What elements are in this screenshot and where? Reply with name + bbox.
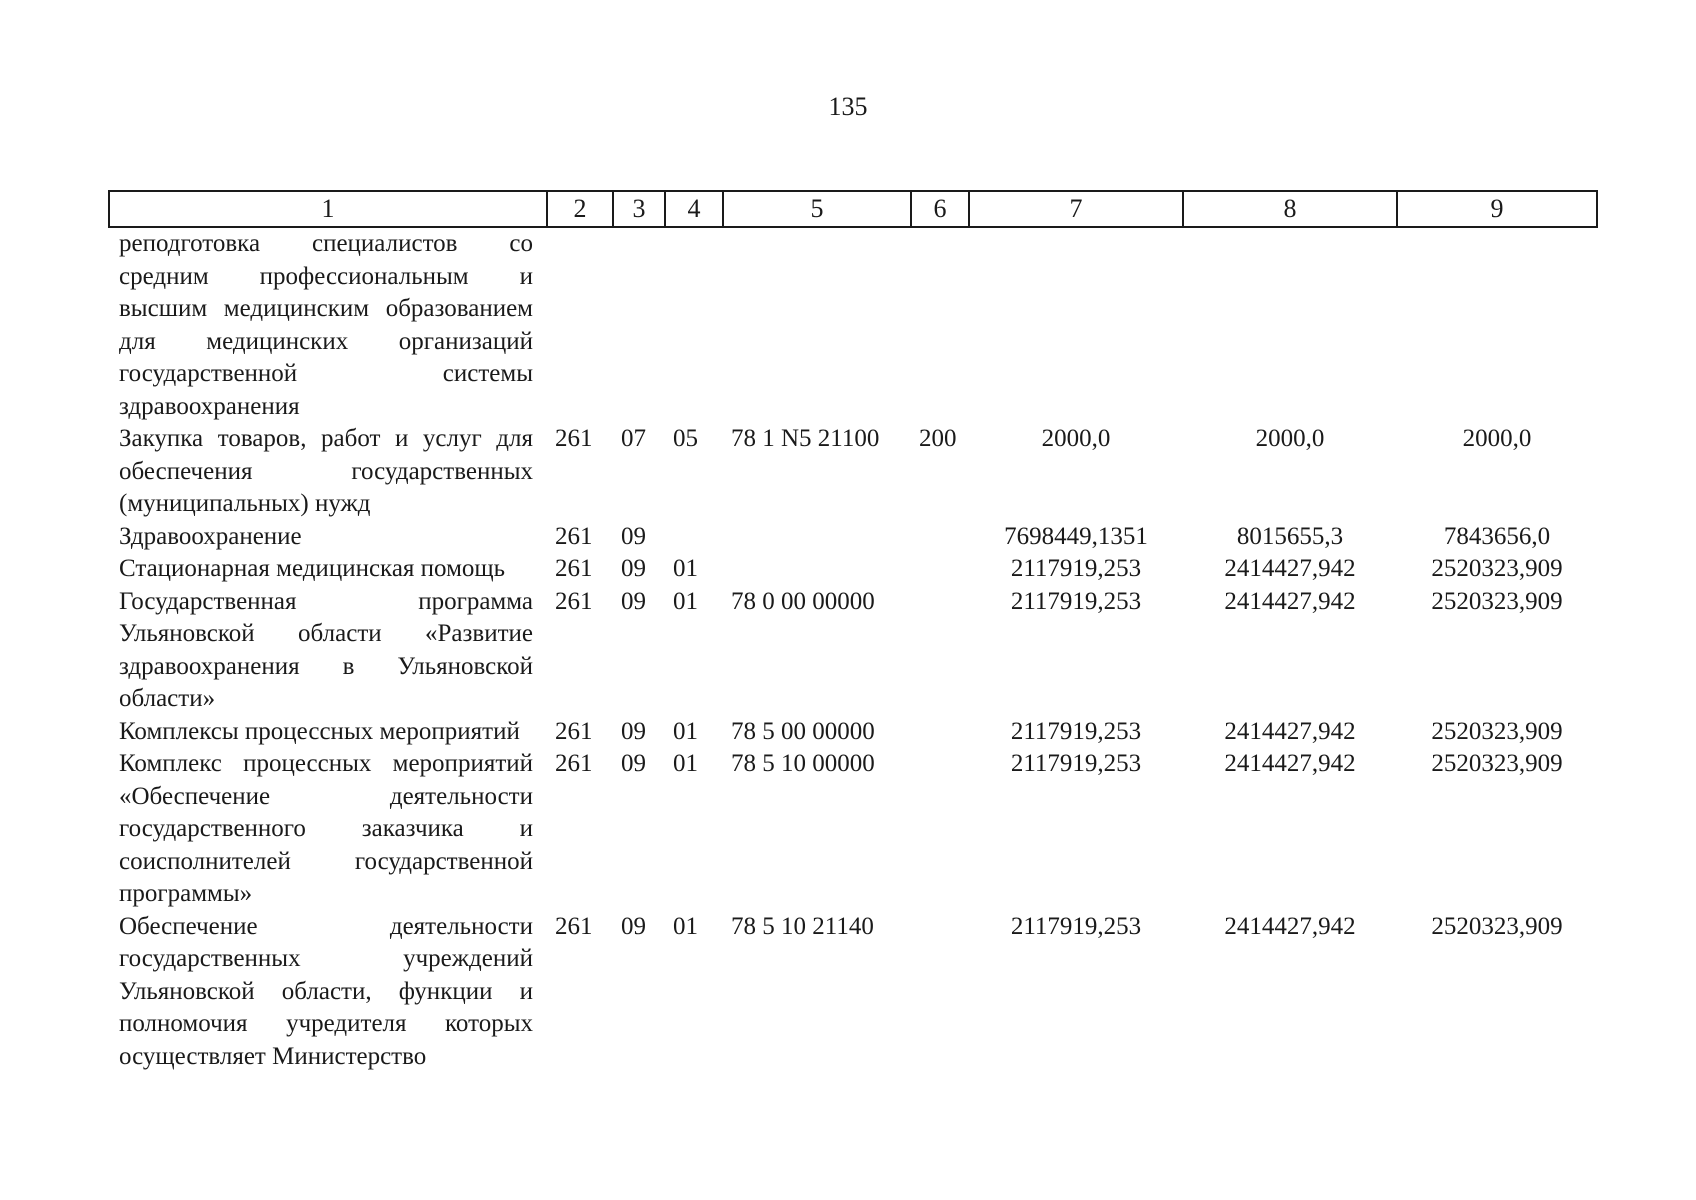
row-code-2: 261: [555, 717, 593, 745]
row-value-9: 7843656,0: [1443, 522, 1551, 550]
header-col-2: 2: [547, 191, 613, 227]
row-code-2: 261: [555, 555, 593, 582]
row-value-7: 2000,0: [1041, 425, 1111, 452]
row-code-6: [911, 911, 969, 1074]
row-code-5: 78 0 00 00000: [731, 587, 875, 615]
row-value-9: 2520323,909: [1431, 750, 1563, 777]
row-code-6: [911, 553, 969, 586]
row-code-2: 261: [555, 912, 593, 940]
row-value-9: 2520323,909: [1431, 555, 1563, 582]
row-value-7: 2117919,253: [1010, 717, 1142, 745]
row-name: Стационарная медицинская помощь: [119, 555, 506, 582]
row-name: Закупка товаров, работ и услуг для обеспечения государственных (муниципальных) нужд: [119, 425, 533, 517]
row-code-4: 01: [673, 912, 698, 940]
row-code-3: 07: [621, 425, 646, 452]
row-value-7: 7698449,1351: [1004, 522, 1148, 550]
header-col-6: 6: [911, 191, 969, 227]
table-row: [109, 227, 1597, 423]
row-code-6: 200: [919, 425, 957, 452]
row-value-7: [969, 227, 1183, 423]
row-code-4: 01: [673, 750, 698, 777]
row-code-3: [613, 227, 665, 423]
header-row: [109, 191, 1597, 227]
row-name: Здравоохранение: [119, 522, 302, 550]
row-name: Комплекс процессных мероприятий «Обеспечение деятельности государственного заказчика и соисполнителей государственной программы»: [119, 750, 533, 907]
row-value-8: 2414427,942: [1224, 587, 1356, 615]
header-col-8: 8: [1183, 191, 1397, 227]
row-code-6: [911, 586, 969, 716]
header-col-7: 7: [969, 191, 1183, 227]
row-name: Комплексы процессных мероприятий: [119, 717, 520, 745]
header-col-4: 4: [665, 191, 723, 227]
row-code-3: 09: [621, 522, 646, 550]
row-code-6: [911, 748, 969, 911]
row-code-4: 01: [673, 587, 698, 615]
row-code-4: 01: [673, 717, 698, 745]
row-code-2: 261: [555, 750, 593, 777]
row-code-5: 78 5 10 00000: [731, 750, 875, 777]
row-value-9: 2000,0: [1462, 425, 1532, 452]
header-col-1: 1: [109, 191, 547, 227]
table-row: [109, 521, 1597, 554]
table-row: [109, 423, 1597, 521]
row-value-7: 2117919,253: [1010, 587, 1142, 615]
table-row: [109, 716, 1597, 749]
row-code-5: 78 5 00 00000: [731, 717, 875, 745]
row-code-3: 09: [621, 717, 646, 745]
budget-table: [108, 190, 1598, 1073]
row-name: реподготовка специалистов со средним профессиональным и высшим медицинским образованием для медицинских организаций государственной системы здравоохранения: [119, 230, 533, 420]
table-header: [109, 191, 1597, 227]
row-code-5: 78 5 10 21140: [731, 912, 874, 940]
row-value-9: [1397, 227, 1597, 423]
row-value-8: 8015655,3: [1236, 522, 1344, 550]
row-code-4: [665, 227, 723, 423]
row-code-5: [723, 521, 911, 554]
row-value-8: 2414427,942: [1224, 912, 1356, 940]
row-code-6: [911, 227, 969, 423]
row-value-7: 2117919,253: [1010, 555, 1142, 582]
row-value-9: 2520323,909: [1431, 912, 1563, 940]
header-col-9: 9: [1397, 191, 1597, 227]
table-row: [109, 586, 1597, 716]
row-code-4: 01: [673, 555, 698, 582]
row-code-6: [911, 521, 969, 554]
row-code-4: 05: [673, 425, 698, 452]
header-col-3: 3: [613, 191, 665, 227]
row-code-5: 78 1 N5 21100: [731, 425, 880, 452]
row-name: Государственная программа Ульяновской области «Развитие здравоохранения в Ульяновской области»: [119, 587, 533, 712]
row-value-9: 2520323,909: [1431, 717, 1563, 745]
row-value-7: 2117919,253: [1010, 912, 1142, 940]
row-code-5: [723, 553, 911, 586]
row-value-8: 2414427,942: [1224, 750, 1356, 777]
table-row: [109, 911, 1597, 1074]
row-value-7: 2117919,253: [1010, 750, 1142, 777]
row-value-8: [1183, 227, 1397, 423]
row-value-9: 2520323,909: [1431, 587, 1563, 615]
table-row: [109, 553, 1597, 586]
row-code-3: 09: [621, 912, 646, 940]
row-code-4: [665, 521, 723, 554]
row-code-2: 261: [555, 522, 593, 550]
row-value-8: 2000,0: [1255, 425, 1325, 452]
row-code-6: [911, 716, 969, 749]
row-value-8: 2414427,942: [1224, 555, 1356, 582]
header-col-5: 5: [723, 191, 911, 227]
row-code-5: [723, 227, 911, 423]
row-code-3: 09: [621, 555, 646, 582]
row-code-3: 09: [621, 587, 646, 615]
row-value-8: 2414427,942: [1224, 717, 1356, 745]
row-code-3: 09: [621, 750, 646, 777]
page-number: 135: [828, 92, 868, 121]
row-name: Обеспечение деятельности государственных учреждений Ульяновской области, функции и полномочия учредителя которых осуществляет Министерство: [119, 912, 533, 1070]
row-code-2: 261: [555, 587, 593, 615]
table-row: [109, 748, 1597, 911]
row-code-2: [547, 227, 613, 423]
table-body: [109, 227, 1597, 1073]
row-code-2: 261: [555, 425, 593, 452]
